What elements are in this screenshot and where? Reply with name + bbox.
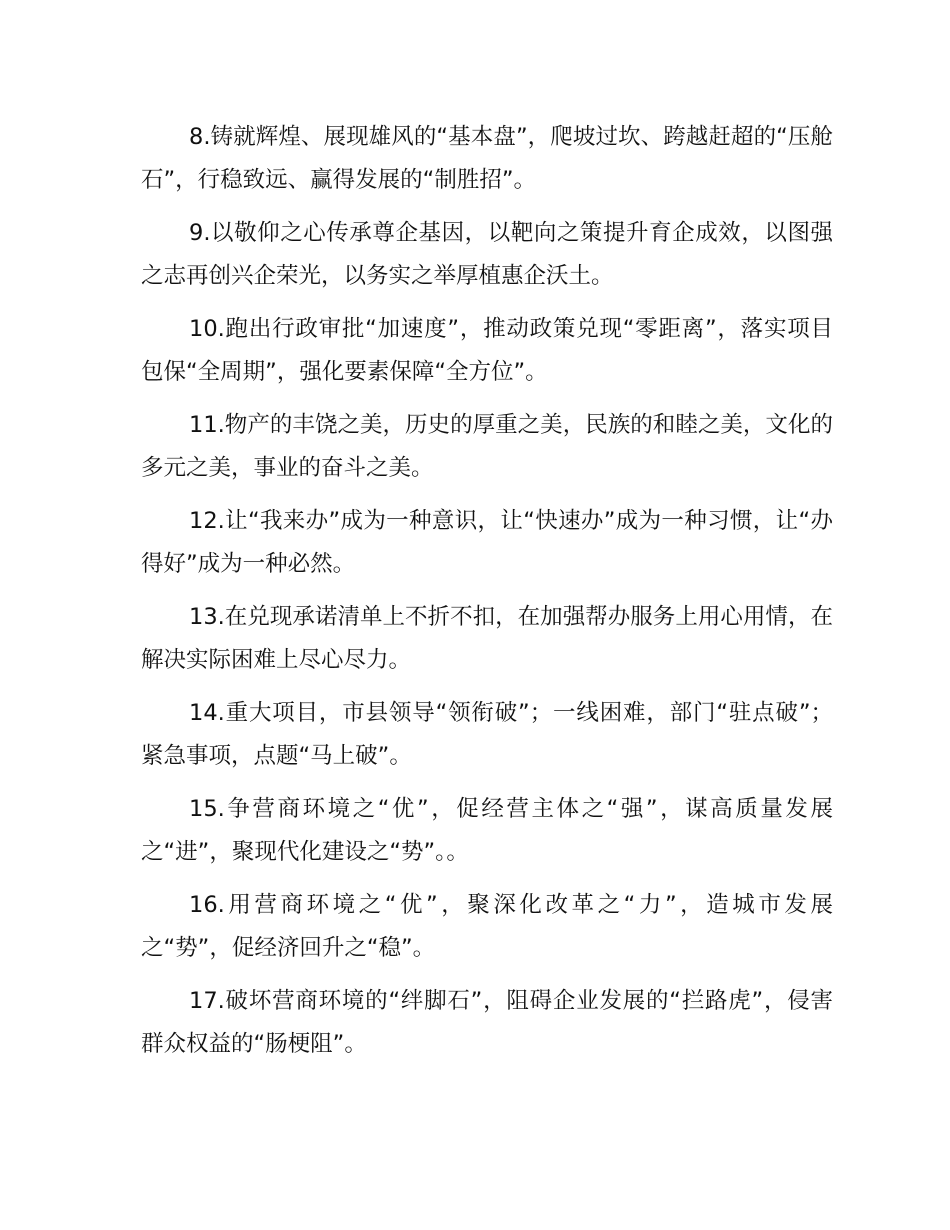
paragraph-13: 13.在兑现承诺清单上不折不扣，在加强帮办服务上用心用情，在解决实际困难上尽心尽力。 [141, 604, 833, 673]
paragraph-10: 10.跑出行政审批“加速度”，推动政策兑现“零距离”，落实项目包保“全周期”，强化要素保障“全方位”。 [141, 316, 833, 385]
paragraph-16: 16.用营商环境之“优”，聚深化改革之“力”，造城市发展之“势”，促经济回升之“稳”。 [141, 892, 833, 961]
paragraph-15: 15.争营商环境之“优”，促经营主体之“强”，谋高质量发展之“进”，聚现代化建设之“势”。。 [141, 796, 833, 865]
paragraph-14: 14.重大项目，市县领导“领衔破”；一线困难，部门“驻点破”；紧急事项，点题“马上破”。 [141, 700, 833, 769]
paragraph-17: 17.破坏营商环境的“绊脚石”，阻碍企业发展的“拦路虎”，侵害群众权益的“肠梗阻”。 [141, 988, 833, 1057]
paragraph-8: 8.铸就辉煌、展现雄风的“基本盘”，爬坡过坎、跨越赶超的“压舱石”，行稳致远、赢得发展的“制胜招”。 [141, 124, 833, 193]
paragraph-12: 12.让“我来办”成为一种意识，让“快速办”成为一种习惯，让“办得好”成为一种必然。 [141, 508, 833, 577]
paragraph-11: 11.物产的丰饶之美，历史的厚重之美，民族的和睦之美，文化的多元之美，事业的奋斗之美。 [141, 412, 833, 481]
document-body [141, 116, 833, 1076]
paragraph-9: 9.以敬仰之心传承尊企基因，以靶向之策提升育企成效，以图强之志再创兴企荣光，以务实之举厚植惠企沃土。 [141, 220, 833, 289]
